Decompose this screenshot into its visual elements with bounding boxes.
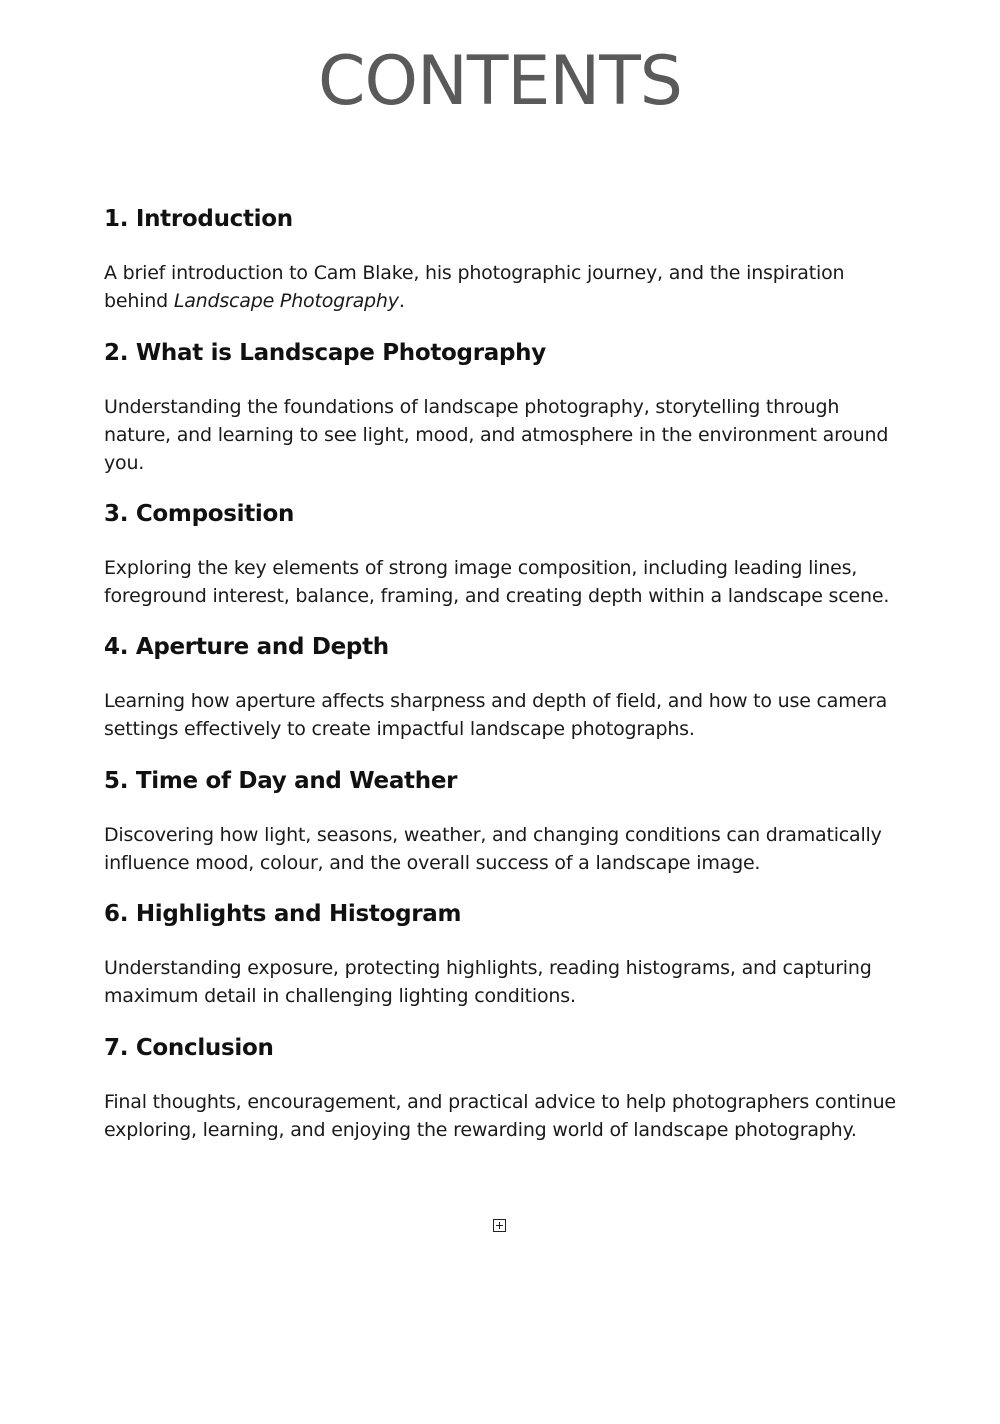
toc-heading: 5. Time of Day and Weather [104, 768, 458, 794]
toc-description: Learning how aperture affects sharpness and depth of field, and how to use camera settings effectively to create impactful landscape photographs. [104, 690, 888, 740]
toc-heading: 7. Conclusion [104, 1035, 274, 1061]
toc-description: Exploring the key elements of strong image composition, including leading lines, foreground interest, balance, framing, and creating depth within a landscape scene. [104, 557, 890, 607]
boxed-plus-icon [493, 1219, 506, 1232]
toc-heading: 6. Highlights and Histogram [104, 901, 462, 927]
toc-description: Understanding exposure, protecting highlights, reading histograms, and capturing maximum detail in challenging lighting conditions. [104, 957, 872, 1007]
toc-description [104, 259, 904, 315]
toc-description: Discovering how light, seasons, weather, and changing conditions can dramatically influence mood, colour, and the overall success of a landscape image. [104, 824, 882, 874]
toc-heading: 2. What is Landscape Photography [104, 340, 546, 366]
toc-description-text: A brief introduction to Cam Blake, his photographic journey, and the inspiration behind [104, 262, 845, 312]
book-title-italic: Landscape Photography [173, 290, 399, 312]
toc-entry-aperture-and-depth [104, 633, 904, 743]
toc-heading: 1. Introduction [104, 206, 293, 232]
toc-entry-composition [104, 500, 904, 610]
toc-entry-time-of-day-and-weather [104, 767, 904, 877]
toc-description-end: . [398, 290, 405, 312]
page-title: CONTENTS [318, 42, 682, 121]
toc-entry-introduction [104, 205, 904, 315]
toc-description: Final thoughts, encouragement, and practical advice to help photographers continue exploring, learning, and enjoying the rewarding world of landscape photography. [104, 1091, 896, 1141]
toc-heading: 4. Aperture and Depth [104, 634, 389, 660]
toc-entry-highlights-and-histogram [104, 900, 904, 1010]
toc-entry-conclusion [104, 1034, 904, 1144]
toc-entry-what-is-landscape-photography [104, 339, 904, 477]
toc-description: Understanding the foundations of landscape photography, storytelling through nature, and learning to see light, mood, and atmosphere in the environment around you. [104, 396, 889, 474]
toc-heading: 3. Composition [104, 501, 295, 527]
